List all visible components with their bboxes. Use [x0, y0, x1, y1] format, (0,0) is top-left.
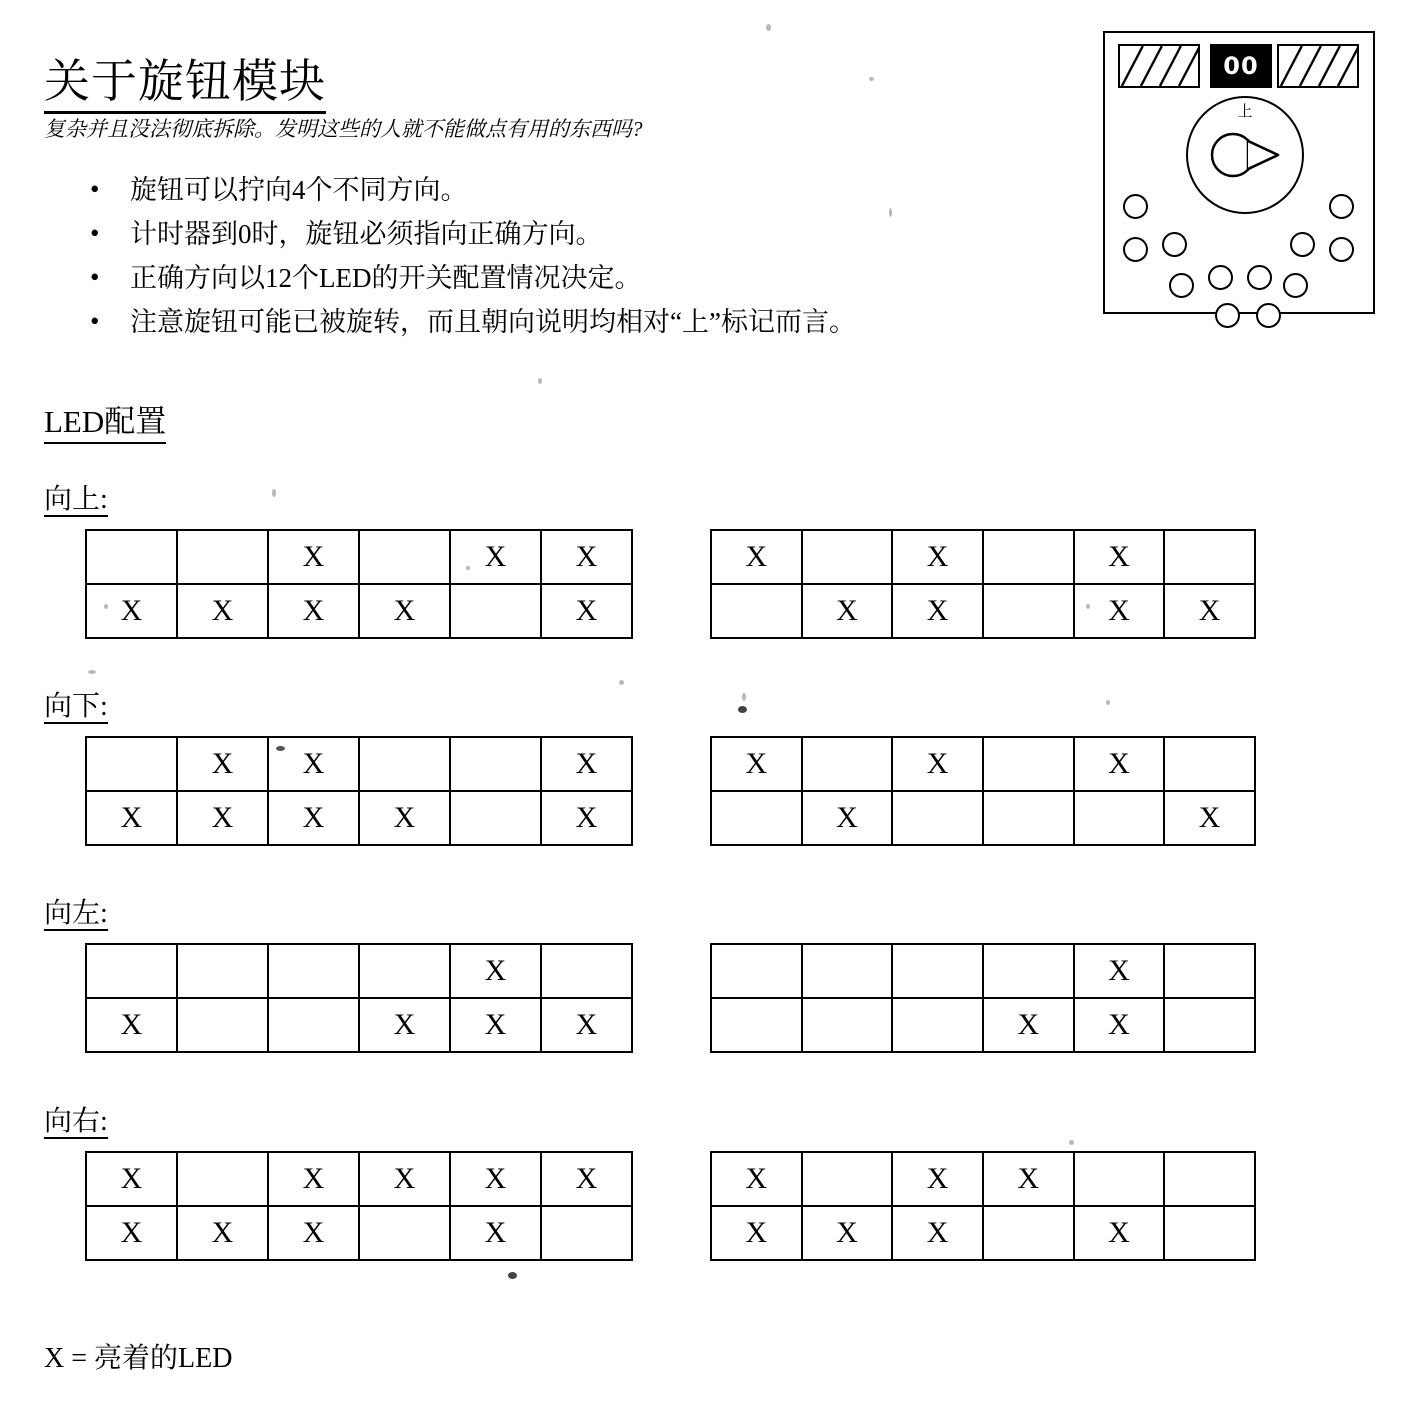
table-row: [86, 1152, 632, 1206]
led-cell-on: X: [892, 737, 983, 791]
direction-label-up: 向上:: [44, 484, 108, 517]
led-cell-off: [177, 944, 268, 998]
led-indicator-8: [1256, 303, 1281, 328]
led-cell-off: [983, 1206, 1074, 1260]
scan-speck: [869, 77, 874, 81]
led-cell-off: [711, 791, 802, 845]
led-cell-on: X: [1074, 530, 1165, 584]
list-item: • 正确方向以12个LED的开关配置情况决定。: [90, 258, 1100, 299]
led-cell-on: X: [802, 1206, 893, 1260]
led-cell-off: [86, 737, 177, 791]
led-cell-off: [802, 530, 893, 584]
led-cell-off: [892, 944, 983, 998]
led-cell-off: [1164, 944, 1255, 998]
led-cell-on: X: [177, 1206, 268, 1260]
led-cell-off: [983, 791, 1074, 845]
led-cell-off: [802, 737, 893, 791]
table-row: [711, 944, 1255, 998]
scan-speck: [742, 693, 746, 701]
led-cell-on: X: [1074, 737, 1165, 791]
led-cell-on: X: [268, 584, 359, 638]
knob-up-marker-label: 上: [1237, 102, 1253, 120]
knob-dial[interactable]: [1186, 96, 1304, 214]
table-row: [711, 791, 1255, 845]
led-cell-on: X: [177, 791, 268, 845]
led-cell-on: X: [541, 1152, 632, 1206]
table-row: [711, 737, 1255, 791]
led-cell-on: X: [711, 1152, 802, 1206]
led-indicator-2: [1123, 237, 1148, 262]
led-grid-right-left: [85, 1151, 633, 1261]
led-cell-off: [711, 944, 802, 998]
led-grid-right-right: [710, 1151, 1256, 1261]
led-indicator-11: [1329, 237, 1354, 262]
led-cell-off: [983, 737, 1074, 791]
knob-pointer-icon: [1208, 130, 1282, 180]
led-cell-on: X: [359, 584, 450, 638]
led-cell-off: [892, 998, 983, 1052]
led-cell-off: [1074, 1152, 1165, 1206]
led-cell-on: X: [86, 791, 177, 845]
led-indicator-9: [1283, 273, 1308, 298]
led-cell-on: X: [802, 791, 893, 845]
led-cell-on: X: [450, 998, 541, 1052]
led-grid-down-left: [85, 736, 633, 846]
led-cell-on: X: [268, 791, 359, 845]
led-cell-off: [711, 998, 802, 1052]
led-cell-off: [1164, 737, 1255, 791]
scan-speck: [1069, 1140, 1074, 1145]
led-cell-on: X: [983, 1152, 1074, 1206]
led-cell-off: [1074, 791, 1165, 845]
table-row: [86, 737, 632, 791]
led-cell-off: [177, 530, 268, 584]
led-cell-on: X: [711, 530, 802, 584]
hatched-strip-right-icon: [1277, 44, 1359, 88]
page-title: 关于旋钮模块: [44, 55, 326, 114]
led-cell-off: [177, 998, 268, 1052]
led-cell-on: X: [711, 737, 802, 791]
led-cell-off: [983, 944, 1074, 998]
led-cell-on: X: [268, 1206, 359, 1260]
scan-speck: [766, 24, 771, 31]
led-cell-off: [268, 944, 359, 998]
led-cell-on: X: [86, 1152, 177, 1206]
instruction-bullet-list: [44, 170, 1100, 346]
led-grid-left-left: [85, 943, 633, 1053]
scan-speck: [88, 670, 96, 674]
led-cell-off: [359, 530, 450, 584]
led-cell-on: X: [711, 1206, 802, 1260]
table-row: [86, 944, 632, 998]
table-row: [711, 1206, 1255, 1260]
led-cell-on: X: [1164, 791, 1255, 845]
led-cell-on: X: [177, 584, 268, 638]
led-cell-off: [802, 1152, 893, 1206]
timer-display: [1210, 44, 1272, 88]
direction-label-left: 向左:: [44, 898, 108, 931]
led-cell-on: X: [1074, 944, 1165, 998]
led-cell-on: X: [86, 584, 177, 638]
scan-speck: [508, 1272, 517, 1279]
led-cell-on: X: [86, 998, 177, 1052]
list-item: • 注意旋钮可能已被旋转，而且朝向说明均相对“上”标记而言。: [90, 302, 1100, 343]
led-cell-on: X: [86, 1206, 177, 1260]
led-config-section-heading: LED配置: [44, 396, 166, 444]
table-row: [86, 791, 632, 845]
led-cell-off: [1164, 530, 1255, 584]
led-cell-on: X: [892, 530, 983, 584]
led-cell-off: [711, 584, 802, 638]
scan-speck: [272, 489, 276, 497]
led-cell-off: [359, 737, 450, 791]
led-cell-off: [450, 737, 541, 791]
led-cell-off: [983, 530, 1074, 584]
led-cell-on: X: [359, 998, 450, 1052]
led-cell-off: [892, 791, 983, 845]
led-indicator-5: [1208, 265, 1233, 290]
led-cell-off: [177, 1152, 268, 1206]
led-cell-on: X: [541, 791, 632, 845]
led-cell-off: [86, 944, 177, 998]
table-row: [86, 584, 632, 638]
table-row: [86, 998, 632, 1052]
led-indicator-4: [1169, 273, 1194, 298]
led-cell-on: X: [892, 1152, 983, 1206]
led-cell-on: X: [802, 584, 893, 638]
scan-speck: [619, 680, 624, 685]
table-row: [711, 530, 1255, 584]
led-cell-off: [541, 944, 632, 998]
led-cell-on: X: [450, 1206, 541, 1260]
led-cell-on: X: [359, 791, 450, 845]
led-indicator-1: [1123, 194, 1148, 219]
led-cell-off: [359, 944, 450, 998]
led-cell-on: X: [1074, 1206, 1165, 1260]
led-cell-on: X: [892, 1206, 983, 1260]
led-cell-off: [1164, 1152, 1255, 1206]
led-grid-down-right: [710, 736, 1256, 846]
scan-speck: [738, 706, 747, 713]
led-cell-on: X: [1074, 584, 1165, 638]
led-cell-on: X: [359, 1152, 450, 1206]
led-cell-on: X: [541, 737, 632, 791]
led-cell-on: X: [1164, 584, 1255, 638]
led-cell-on: X: [983, 998, 1074, 1052]
led-cell-on: X: [541, 530, 632, 584]
led-cell-off: [86, 530, 177, 584]
direction-label-right: 向右:: [44, 1106, 108, 1139]
led-cell-on: X: [177, 737, 268, 791]
led-cell-on: X: [450, 530, 541, 584]
table-row: [86, 530, 632, 584]
led-cell-off: [541, 1206, 632, 1260]
led-indicator-12: [1329, 194, 1354, 219]
led-cell-off: [359, 1206, 450, 1260]
led-cell-on: X: [450, 944, 541, 998]
led-cell-off: [268, 998, 359, 1052]
led-cell-on: X: [1074, 998, 1165, 1052]
led-cell-on: X: [541, 584, 632, 638]
led-cell-on: X: [268, 530, 359, 584]
led-cell-off: [802, 944, 893, 998]
led-cell-on: X: [268, 1152, 359, 1206]
page-subtitle: 复杂并且没法彻底拆除。发明这些的人就不能做点有用的东西吗?: [44, 117, 643, 141]
led-cell-on: X: [268, 737, 359, 791]
table-row: [711, 998, 1255, 1052]
led-cell-off: [983, 584, 1074, 638]
led-cell-off: [802, 998, 893, 1052]
led-cell-on: X: [450, 1152, 541, 1206]
led-indicator-7: [1215, 303, 1240, 328]
table-row: [711, 584, 1255, 638]
led-indicator-3: [1162, 232, 1187, 257]
led-indicator-6: [1247, 265, 1272, 290]
table-row: [711, 1152, 1255, 1206]
led-cell-off: [450, 791, 541, 845]
led-cell-off: [1164, 1206, 1255, 1260]
led-cell-on: X: [892, 584, 983, 638]
list-item: • 计时器到0时，旋钮必须指向正确方向。: [90, 214, 1100, 255]
hatched-strip-left-icon: [1118, 44, 1200, 88]
direction-label-down: 向下:: [44, 691, 108, 724]
led-grid-up-right: [710, 529, 1256, 639]
knob-module-diagram: [1103, 31, 1375, 314]
scan-speck: [1106, 700, 1110, 705]
scan-speck: [538, 378, 542, 384]
timer-value: 00: [1223, 52, 1259, 80]
led-grid-up-left: [85, 529, 633, 639]
table-row: [86, 1206, 632, 1260]
legend-text: X = 亮着的LED: [44, 1343, 233, 1374]
led-cell-on: X: [541, 998, 632, 1052]
list-item: • 旋钮可以拧向4个不同方向。: [90, 170, 1100, 211]
led-indicator-10: [1290, 232, 1315, 257]
led-cell-off: [450, 584, 541, 638]
led-cell-off: [1164, 998, 1255, 1052]
led-grid-left-right: [710, 943, 1256, 1053]
